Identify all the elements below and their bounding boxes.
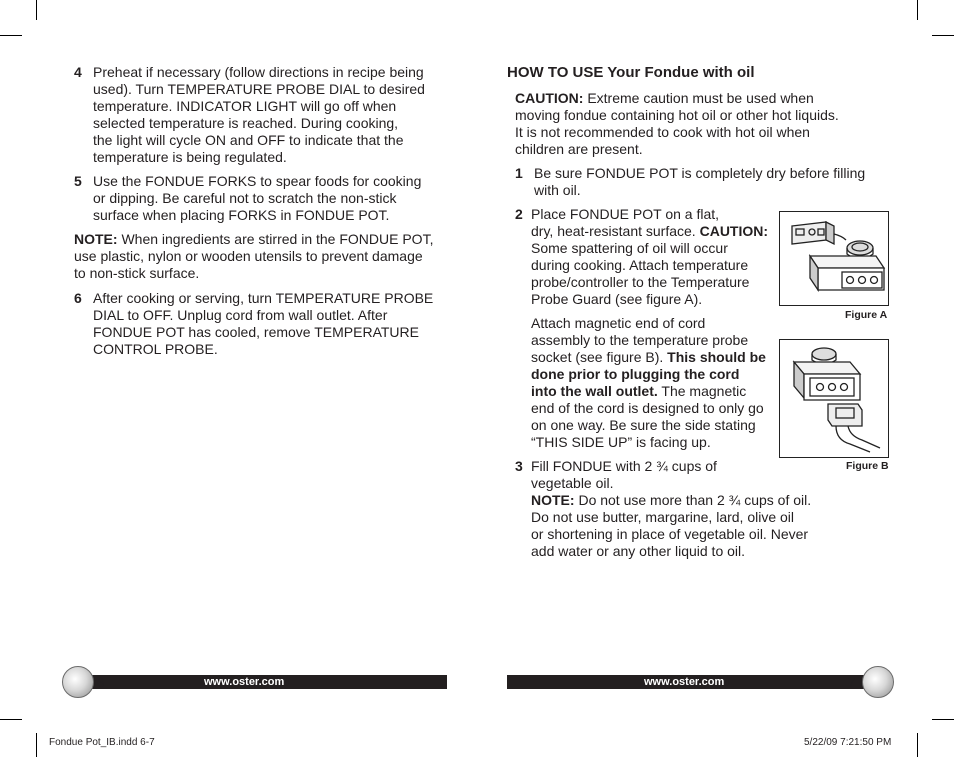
step-4-number: 4	[74, 64, 82, 80]
step-6-number: 6	[74, 290, 82, 306]
crop-mark	[36, 0, 37, 20]
step-3-number: 3	[515, 458, 523, 474]
figure-b	[779, 339, 889, 458]
slug-timestamp: 5/22/09 7:21:50 PM	[804, 737, 892, 748]
crop-mark	[917, 0, 918, 20]
probe-guard-illustration	[780, 212, 888, 305]
caution-paragraph: CAUTION: Extreme caution must be used when moving fondue containing hot oil or other hot liquids. It is not recommended to cook with hot oil when children are present.	[515, 90, 839, 157]
figure-a	[779, 211, 889, 306]
step-2-paragraph-2: Attach magnetic end of cord assembly to the temperature probe socket (see figure B). This should be done prior to plugging the cord into the wall outlet. The magnetic end of the cord is designed to only go on one way. Be sure the side stating “THIS SIDE UP” is facing up.	[531, 315, 766, 450]
magnifier-icon	[862, 666, 894, 698]
right-page-number: 7	[848, 675, 856, 690]
left-footer-url: www.oster.com	[204, 676, 285, 688]
step-6-text: After cooking or serving, turn TEMPERATURE PROBE DIAL to OFF. Unplug cord from wall outlet. After FONDUE POT has cooled, remove TEMPERATURE CONTROL PROBE.	[93, 290, 434, 357]
step-1-text: Be sure FONDUE POT is completely dry before filling with oil.	[534, 165, 866, 198]
step-5-text: Use the FONDUE FORKS to spear foods for cooking or dipping. Be careful not to scratch the non-stick surface when placing FORKS in FONDUE POT.	[93, 173, 422, 223]
magnifier-icon	[62, 666, 94, 698]
crop-mark	[36, 733, 37, 757]
note-left: NOTE: When ingredients are stirred in the FONDUE POT, use plastic, nylon or wooden utensils to prevent damage to non-stick surface.	[74, 231, 434, 281]
slug-filename: Fondue Pot_IB.indd 6-7	[49, 737, 155, 748]
magnetic-cord-illustration	[780, 340, 888, 457]
step-5-number: 5	[74, 173, 82, 189]
crop-mark	[917, 733, 918, 757]
left-footer-bar	[80, 675, 447, 689]
crop-mark	[932, 35, 954, 36]
left-page-number: 6	[97, 675, 105, 690]
crop-mark	[0, 719, 22, 720]
figure-b-caption: Figure B	[846, 460, 889, 472]
step-1-number: 1	[515, 165, 523, 181]
step-4-text: Preheat if necessary (follow directions in recipe being used). Turn TEMPERATURE PROBE DIAL to desired temperature. INDICATOR LIGHT will go off when selected temperature is reached. During cooking, the light will cycle ON and OFF to indicate that the temperature is being regulated.	[93, 64, 425, 165]
step-2-number: 2	[515, 206, 523, 222]
crop-mark	[932, 719, 954, 720]
right-footer-url: www.oster.com	[644, 676, 725, 688]
figure-a-caption: Figure A	[845, 309, 888, 321]
step-3-text: Fill FONDUE with 2 ¾ cups of vegetable oil. NOTE: Do not use more than 2 ¾ cups of oil. Do not use butter, margarine, lard, olive oil or shortening in place of vegetable oil. Never add water or any other liquid to oil.	[531, 458, 812, 559]
right-footer-bar	[507, 675, 874, 689]
crop-mark	[0, 35, 22, 36]
step-2-text: Place FONDUE POT on a flat, dry, heat-resistant surface. CAUTION: Some spattering of oil will occur during cooking. Attach temperature probe/controller to the Temperature Probe Guard (see figure A).	[531, 206, 769, 307]
section-heading: HOW TO USE Your Fondue with oil	[507, 64, 755, 81]
